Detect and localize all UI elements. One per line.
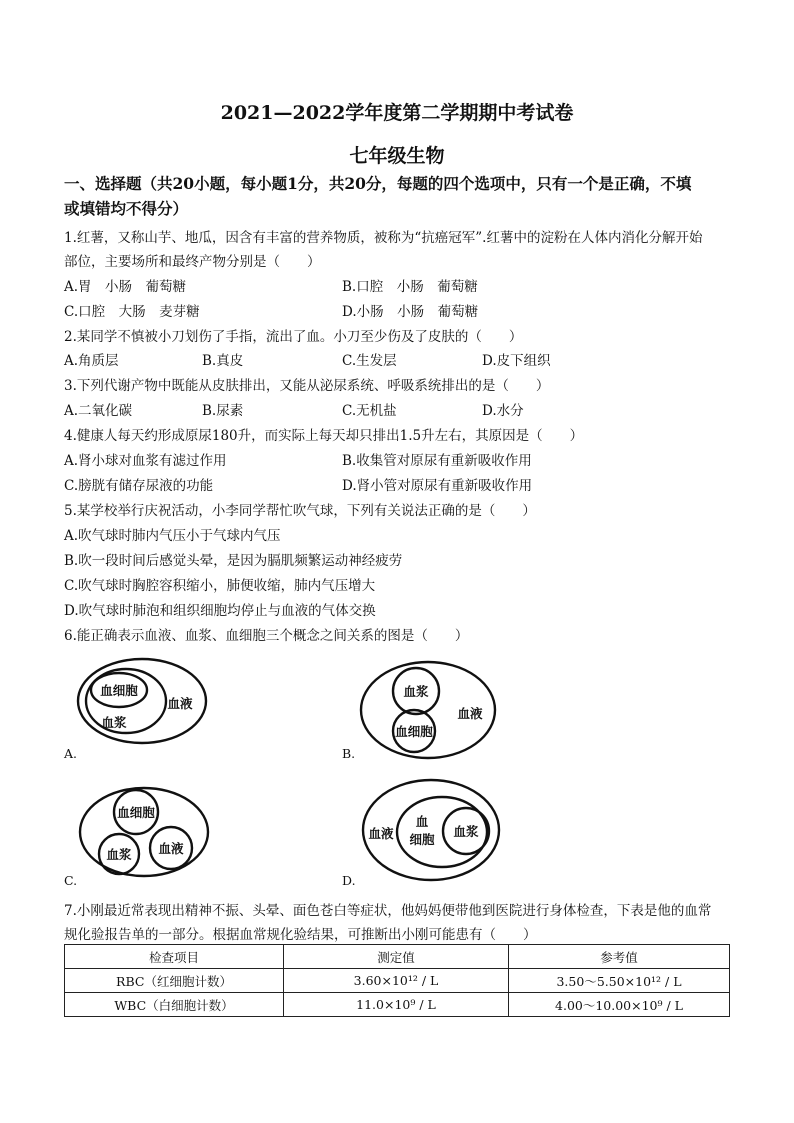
diagram-b-cells-label: 血细胞 [395, 724, 433, 739]
q4-stem: 4.健康人每天约形成原尿180升，而实际上每天却只排出1.5升左右，其原因是（ ） [64, 428, 584, 444]
diagram-d-cells-label-1: 血 [415, 814, 429, 829]
diagram-b-option-label: B. [342, 746, 356, 761]
section-heading-line1: 一、选择题（共20小题，每小题1分，共20分，每题的四个选项中，只有一个是正确，不填 [64, 174, 692, 193]
diagram-d-cells-label-2: 细胞 [409, 832, 435, 847]
q5-option-c: C.吹气球时胸腔容积缩小，肺便收缩，肺内气压增大 [64, 578, 376, 594]
diagram-d [356, 776, 506, 886]
diagram-c-plasma-label: 血浆 [106, 847, 132, 862]
q1-option-a: A.胃 小肠 葡萄糖 [64, 279, 187, 295]
table-cell: 3.60×10¹² / L [284, 969, 509, 993]
table-header-cell: 参考值 [509, 945, 730, 969]
q4-option-d: D.肾小管对原尿有重新吸收作用 [342, 478, 533, 494]
table-row [65, 969, 730, 993]
q1-option-d: D.小肠 小肠 葡萄糖 [342, 304, 479, 320]
q2-option-c: C.生发层 [342, 353, 397, 369]
q5-option-d: D.吹气球时肺泡和组织细胞均停止与血液的气体交换 [64, 603, 376, 619]
diagram-a-cells-label: 血细胞 [100, 683, 138, 698]
table-cell: 11.0×10⁹ / L [284, 993, 509, 1017]
q1-option-c: C.口腔 大肠 麦芽糖 [64, 304, 200, 320]
q2-stem: 2.某同学不慎被小刀划伤了手指，流出了血。小刀至少伤及了皮肤的（ ） [64, 329, 523, 345]
q3-option-b: B.尿素 [202, 403, 244, 419]
diagram-b-blood-label: 血液 [457, 706, 483, 721]
q6-stem: 6.能正确表示血液、血浆、血细胞三个概念之间关系的图是（ ） [64, 628, 469, 644]
blood-test-table [64, 944, 730, 1017]
q5-stem: 5.某学校举行庆祝活动，小李同学帮忙吹气球，下列有关说法正确的是（ ） [64, 503, 536, 519]
q7-stem-line2: 规化验报告单的一部分。根据血常规化验结果，可推断出小刚可能患有（ ） [64, 927, 537, 943]
diagram-a-blood-label: 血液 [167, 696, 193, 711]
exam-subtitle: 七年级生物 [349, 145, 445, 167]
q2-option-b: B.真皮 [202, 353, 244, 369]
table-header-row [65, 945, 730, 969]
q4-option-a: A.肾小球对血浆有滤过作用 [64, 453, 227, 469]
table-cell: WBC（白细胞计数） [65, 993, 284, 1017]
diagram-a-option-label: A. [64, 746, 78, 761]
diagram-d-option-label: D. [342, 873, 356, 888]
diagram-c-option-label: C. [64, 873, 78, 888]
q5-option-b: B.吹一段时间后感觉头晕，是因为膈肌频繁运动神经疲劳 [64, 553, 403, 569]
diagram-b [356, 658, 506, 762]
table-cell: RBC（红细胞计数） [65, 969, 284, 993]
diagram-c-blood-label: 血液 [158, 841, 184, 856]
table-header-cell: 检查项目 [65, 945, 284, 969]
q3-stem: 3.下列代谢产物中既能从皮肤排出，又能从泌尿系统、呼吸系统排出的是（ ） [64, 378, 550, 394]
q1-stem-line1: 1.红薯，又称山芋、地瓜，因含有丰富的营养物质，被称为“抗癌冠军”.红薯中的淀粉在人体内消化分解开始 [64, 230, 703, 246]
q3-option-d: D.水分 [482, 403, 524, 419]
q3-option-a: A.二氧化碳 [64, 403, 133, 419]
q1-stem-line2: 部位，主要场所和最终产物分别是（ ） [64, 254, 321, 270]
diagram-a-plasma-label: 血浆 [101, 715, 127, 730]
diagram-d-plasma-label: 血浆 [453, 824, 479, 839]
table-row [65, 993, 730, 1017]
q4-option-c: C.膀胱有储存尿液的功能 [64, 478, 214, 494]
table-cell: 3.50～5.50×10¹² / L [509, 969, 730, 993]
q2-option-d: D.皮下组织 [482, 353, 551, 369]
q5-option-a: A.吹气球时肺内气压小于气球内气压 [64, 528, 281, 544]
diagram-d-blood-label: 血液 [368, 826, 394, 841]
section-heading-line2: 或填错均不得分） [64, 199, 189, 218]
q3-option-c: C.无机盐 [342, 403, 397, 419]
exam-title: 2021—2022学年度第二学期期中考试卷 [220, 102, 574, 124]
q2-option-a: A.角质层 [64, 353, 119, 369]
diagram-c-cells-label: 血细胞 [117, 805, 155, 820]
q7-stem-line1: 7.小刚最近常表现出精神不振、头晕、面色苍白等症状，他妈妈便带他到医院进行身体检查，下表是他的血常 [64, 903, 712, 919]
table-header-cell: 测定值 [284, 945, 509, 969]
diagram-b-plasma-label: 血浆 [403, 684, 429, 699]
diagram-c [74, 782, 214, 882]
q4-option-b: B.收集管对原尿有重新吸收作用 [342, 453, 532, 469]
table-cell: 4.00～10.00×10⁹ / L [509, 993, 730, 1017]
diagram-a [74, 655, 214, 755]
q1-option-b: B.口腔 小肠 葡萄糖 [342, 279, 478, 295]
